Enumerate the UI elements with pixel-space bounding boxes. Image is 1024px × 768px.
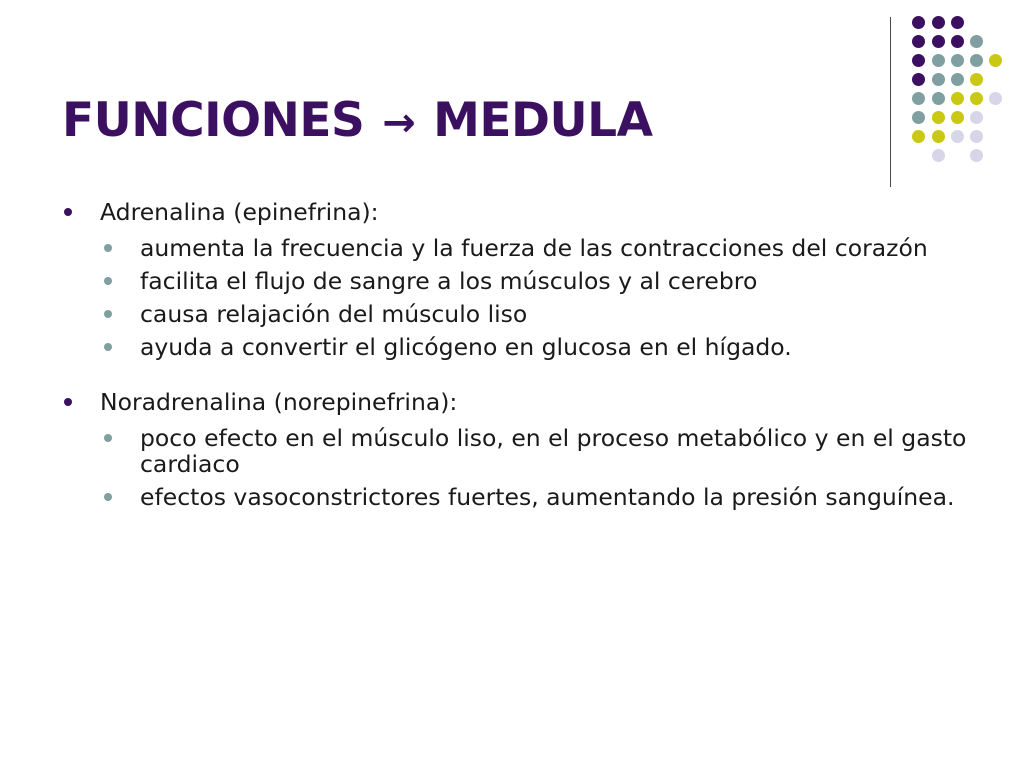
list-item (100, 484, 967, 510)
decor-dot (970, 54, 983, 67)
list-item (100, 425, 967, 477)
right-arrow-icon: → (382, 100, 416, 146)
sub-bullet-dot-icon (104, 244, 112, 252)
decor-dot (912, 54, 925, 67)
list-item (100, 268, 967, 294)
decor-dot (932, 130, 945, 143)
decor-dot (951, 35, 964, 48)
sub-bullet-list (100, 235, 967, 360)
bullet-section (62, 386, 967, 510)
sub-bullet-dot-icon (104, 343, 112, 351)
sub-bullet-dot-icon (104, 277, 112, 285)
list-item-text: aumenta la frecuencia y la fuerza de las contracciones del corazón (140, 234, 928, 262)
slide-body (62, 196, 967, 510)
decor-dot (932, 73, 945, 86)
decor-dot (970, 35, 983, 48)
decor-dot (932, 111, 945, 124)
decor-dot (932, 149, 945, 162)
sub-bullet-list (100, 425, 967, 510)
sub-bullet-dot-icon (104, 493, 112, 501)
list-item-text: poco efecto en el músculo liso, en el proceso metabólico y en el gasto cardiaco (140, 424, 967, 478)
bullet-section (62, 196, 967, 360)
slide-title (62, 88, 653, 156)
decor-dot (970, 130, 983, 143)
decor-dot (989, 54, 1002, 67)
slide-title-rest: MEDULA (433, 93, 653, 148)
list-item-text: causa relajación del músculo liso (140, 300, 528, 328)
decor-dot (970, 149, 983, 162)
decor-dot (912, 16, 925, 29)
sub-bullet-dot-icon (104, 434, 112, 442)
decor-dot (970, 111, 983, 124)
decor-dot (951, 111, 964, 124)
decor-dot (932, 54, 945, 67)
sub-bullet-dot-icon (104, 310, 112, 318)
section-heading: Noradrenalina (norepinefrina): (100, 388, 458, 416)
decor-dot (932, 35, 945, 48)
decor-dot (951, 130, 964, 143)
decor-dot (970, 92, 983, 105)
decor-dot (951, 73, 964, 86)
decor-dot (951, 54, 964, 67)
section-heading: Adrenalina (epinefrina): (100, 198, 379, 226)
list-item-text: ayuda a convertir el glicógeno en glucosa en el hígado. (140, 333, 792, 361)
list-item-text: efectos vasoconstrictores fuertes, aumentando la presión sanguínea. (140, 483, 955, 511)
bullet-dot-icon (64, 398, 72, 406)
decor-dot (932, 16, 945, 29)
list-item (100, 301, 967, 327)
decor-dot (912, 35, 925, 48)
decor-dot (951, 16, 964, 29)
decor-dot (989, 92, 1002, 105)
decor-dot (932, 92, 945, 105)
decorative-divider (890, 17, 891, 187)
decor-dot (912, 73, 925, 86)
decor-dot (912, 111, 925, 124)
bullet-dot-icon (64, 208, 72, 216)
list-item (100, 334, 967, 360)
decor-dot (970, 73, 983, 86)
list-item-text: facilita el flujo de sangre a los músculos y al cerebro (140, 267, 758, 295)
decor-dot (951, 92, 964, 105)
decor-dot (912, 92, 925, 105)
decor-dot (912, 130, 925, 143)
slide-title-main: FUNCIONES (62, 93, 365, 148)
list-item (100, 235, 967, 261)
